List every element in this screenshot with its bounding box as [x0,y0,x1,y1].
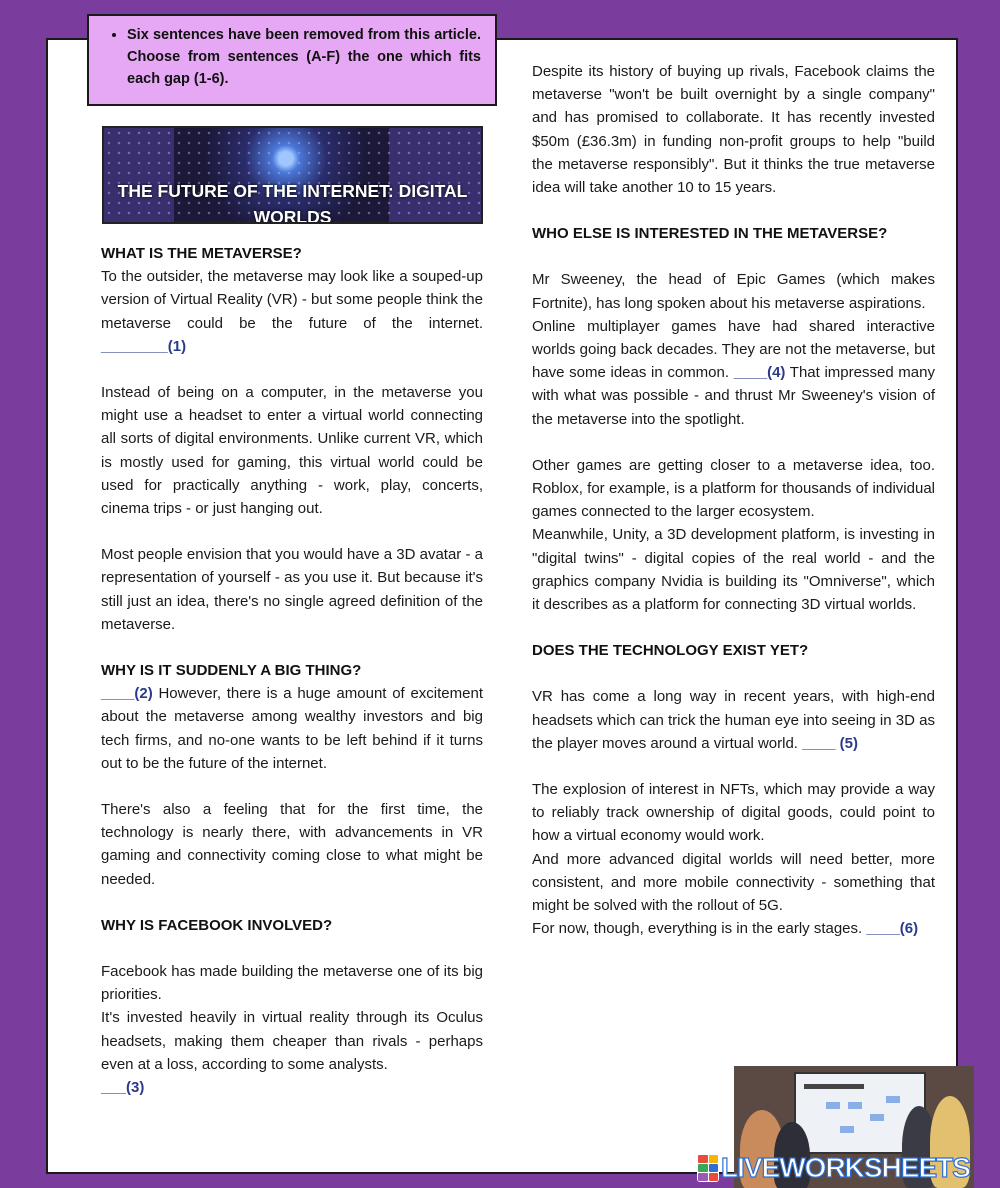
paragraph: The explosion of interest in NFTs, which may provide a way to reliably track ownership of digital goods, could point to how a virtual economy would work. [532,781,935,845]
hero-title: THE FUTURE OF THE INTERNET: DIGITAL WORLDS [117,181,468,224]
heading-why-facebook: WHY IS FACEBOOK INVOLVED? [101,916,333,934]
heading-technology: DOES THE TECHNOLOGY EXIST YET? [532,642,809,660]
heading-who-else: WHO ELSE IS INTERESTED IN THE METAVERSE? [532,225,888,243]
gap-5-blank[interactable]: ____ (5) [802,734,859,752]
gap-6-blank[interactable]: ____(6) [866,920,919,938]
brand-wordmark: LIVEWORKSHEETS [721,1152,970,1183]
heading-why-big-thing: WHY IS IT SUDDENLY A BIG THING? [101,662,362,680]
paragraph: ____(2) However, there is a huge amount of excitement about the metaverse among wealthy investors and big tech firms, and no-one wants to be left behind if it turns out to be the future of the internet. [101,685,483,772]
paragraph: To the outsider, the metaverse may look like a souped-up version of Virtual Reality (VR) - but some people think the metaverse could be the future of the internet. ________(1) [101,268,483,355]
brand-grid-icon [697,1154,719,1182]
paragraph: Facebook has made building the metaverse one of its big priorities. [101,963,483,1004]
gap-2-blank[interactable]: ____(2) [101,685,153,703]
paragraph: Mr Sweeney, the head of Epic Games (which makes Fortnite), has long spoken about his metaverse aspirations. [532,271,935,312]
paragraph: It's invested heavily in virtual reality through its Oculus headsets, making them cheaper than rivals - perhaps even at a loss, according to some analysts. ___(3) [101,1009,483,1097]
left-column [101,242,483,1099]
paragraph: Despite its history of buying up rivals, Facebook claims the metaverse "won't be built overnight by a single company" and has promised to collaborate. It has recently invested $50m (£36.3m) in funding non-profit groups to help "build the metaverse responsibly". But it thinks the true metaverse idea will take another 10 to 15 years. [532,63,935,197]
paragraph: VR has come a long way in recent years, with high-end headsets which can trick the human eye into seeing in 3D as the player moves around a virtual world. ____ (5) [532,688,935,752]
hero-banner [102,126,483,224]
instruction-text: • Six sentences have been removed from this article. Choose from sentences (A-F) the one which fits each gap (1-6). [127,24,481,90]
paragraph: Instead of being on a computer, in the metaverse you might use a headset to enter a virtual world connecting all sorts of digital environments. Unlike current VR, which is mostly used for gaming, this virtual world could be used for practically anything - work, play, concerts, cinema trips - or just hanging out. [101,384,483,518]
gap-4-blank[interactable]: ____(4) [733,364,786,382]
paragraph: There's also a feeling that for the first time, the technology is nearly there, with advancements in VR gaming and connectivity coming close to what might be needed. [101,801,483,888]
liveworksheets-logo [697,1152,997,1184]
paragraph: Online multiplayer games have had shared interactive worlds going back decades. They are not the metaverse, but have some ideas in common. ____(4) That impressed many with what was possible - and thrust Mr Sweeney's vision of the metaverse into the spotlight. [532,317,935,428]
paragraph: Most people envision that you would have a 3D avatar - a representation of yourself - as you use it. But because it's still just an idea, there's no single agreed definition of the metaverse. [101,546,483,633]
paragraph: Other games are getting closer to a metaverse idea, too. Roblox, for example, is a platform for thousands of individual games connected to the larger ecosystem. [532,456,935,521]
gap-1-blank[interactable]: ________(1) [101,337,187,355]
right-column [532,60,935,941]
paragraph: Meanwhile, Unity, a 3D development platform, is investing in "digital twins" - digital copies of the real world - and the graphics company Nvidia is building its "Omniverse", which it describes as a platform for connecting 3D virtual worlds. [532,526,935,614]
paragraph: For now, though, everything is in the early stages. ____(6) [532,920,919,938]
instruction-box [87,14,497,106]
paragraph: And more advanced digital worlds will need better, more consistent, and more mobile connectivity - something that might be solved with the rollout of 5G. [532,850,935,915]
heading-what-is-metaverse: WHAT IS THE METAVERSE? [101,245,302,262]
gap-3-blank[interactable]: ___(3) [101,1079,145,1097]
